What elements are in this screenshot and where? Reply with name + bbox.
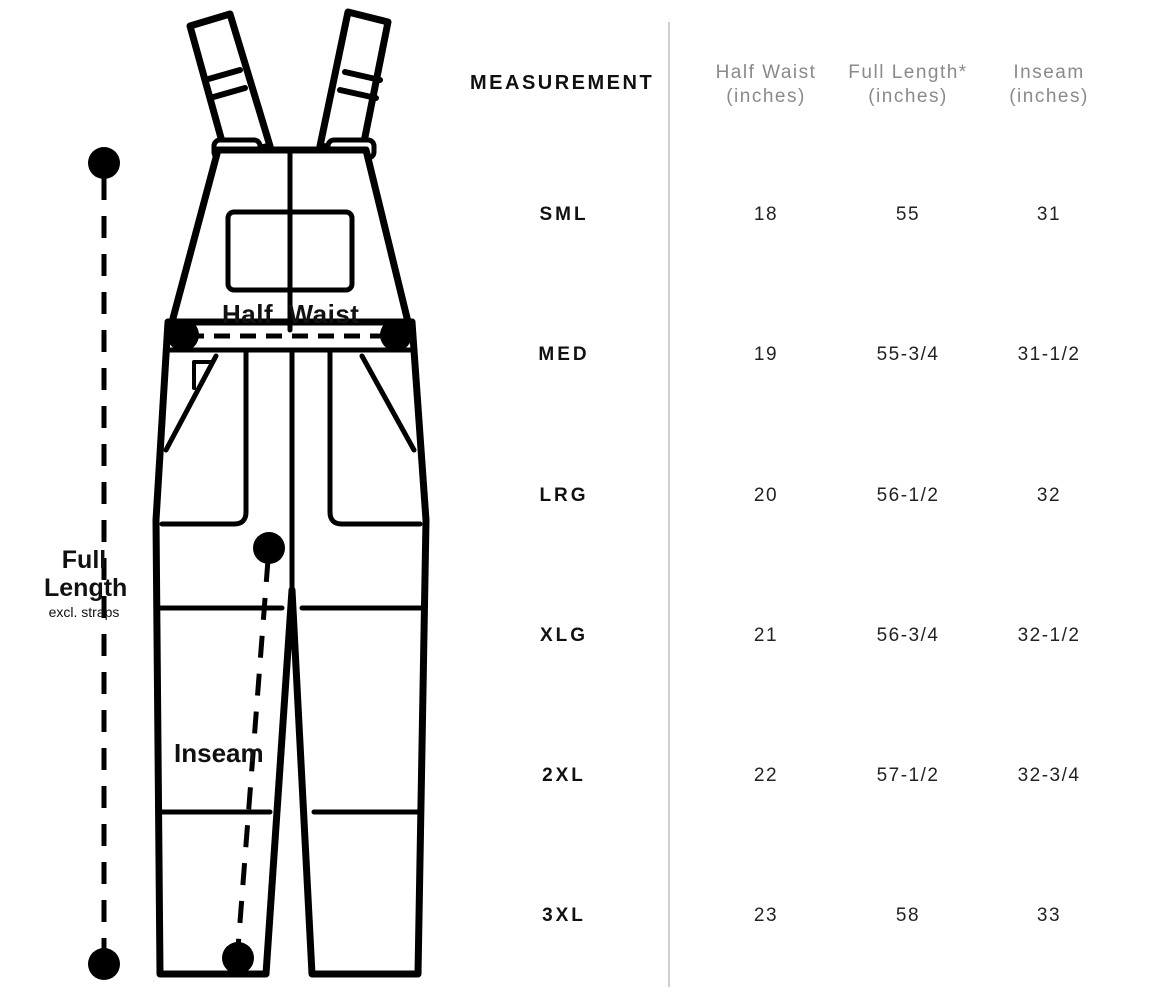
full-length-value: 57-1/2 [876, 765, 940, 786]
size-label: 2XL [542, 765, 586, 786]
half-waist-value: 23 [753, 905, 779, 926]
half-waist-value: 21 [753, 625, 779, 646]
size-label: SML [539, 204, 589, 225]
table-row [470, 485, 1150, 525]
table-row [470, 204, 1150, 244]
full-length-label-line1: Full [61, 546, 107, 574]
col-head-title: Inseam [1013, 62, 1085, 83]
col-head-unit: (inches) [726, 86, 806, 107]
full-length-note: excl. straps [48, 604, 120, 620]
table-row [470, 905, 1150, 945]
half-waist-value: 18 [753, 204, 779, 225]
col-head-unit: (inches) [1009, 86, 1089, 107]
size-label: XLG [539, 625, 589, 646]
col-head-inseam [974, 61, 1124, 109]
full-length-label-line2: Length [44, 574, 128, 602]
full-length-label [44, 546, 128, 622]
table-row [470, 625, 1150, 665]
inseam-value: 31 [1036, 204, 1062, 225]
inseam-value: 32 [1036, 485, 1062, 506]
measurement-header: MEASUREMENT [470, 72, 655, 94]
inseam-value: 32-1/2 [1017, 625, 1081, 646]
size-label: LRG [539, 485, 589, 506]
full-length-value: 55 [895, 204, 921, 225]
table-row [470, 344, 1150, 384]
inseam-value: 33 [1036, 905, 1062, 926]
table-row [470, 765, 1150, 805]
size-label: 3XL [542, 905, 586, 926]
half-waist-value: 22 [753, 765, 779, 786]
inseam-dot-top [253, 532, 285, 564]
inseam-value: 32-3/4 [1017, 765, 1081, 786]
col-head-title: Half Waist [715, 62, 817, 83]
inseam-label: Inseam [174, 738, 264, 768]
left-strap [190, 14, 270, 156]
half-waist-label: Half Waist [222, 299, 360, 329]
full-length-dot-bottom [88, 948, 120, 980]
size-label: MED [538, 344, 590, 365]
full-length-dot-top [88, 147, 120, 179]
half-waist-value: 19 [753, 344, 779, 365]
half-waist-dot-left [167, 319, 199, 351]
full-length-value: 56-3/4 [876, 625, 940, 646]
inseam-dot-bottom [222, 942, 254, 974]
col-head-unit: (inches) [868, 86, 948, 107]
col-head-half-waist [691, 61, 841, 109]
inseam-value: 31-1/2 [1017, 344, 1081, 365]
col-head-title: Full Length* [848, 62, 968, 83]
full-length-value: 58 [895, 905, 921, 926]
half-waist-value: 20 [753, 485, 779, 506]
half-waist-dot-right [380, 319, 412, 351]
col-head-full-length [833, 61, 983, 109]
full-length-value: 56-1/2 [876, 485, 940, 506]
full-length-value: 55-3/4 [876, 344, 940, 365]
